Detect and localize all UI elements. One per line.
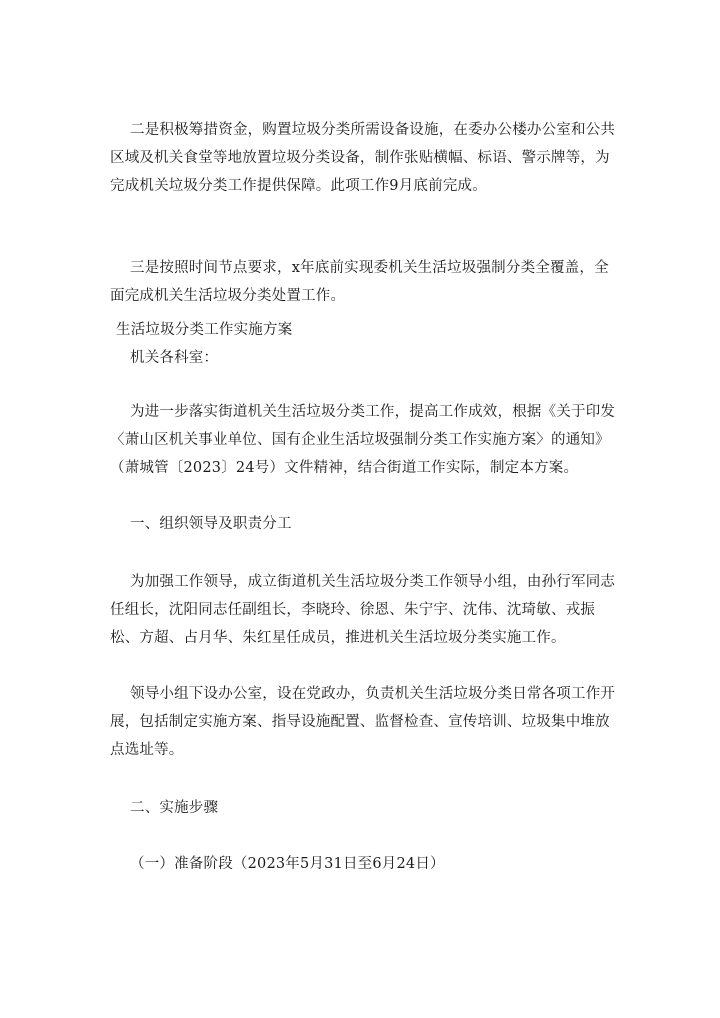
heading-organization [110,510,610,538]
text-line: 点选址等。 [110,742,184,758]
text-line: 完成机关垃圾分类工作提供保障。此项工作9月底前完成。 [110,178,487,194]
text-line: 一、组织领导及职责分工 [130,516,292,532]
paragraph-office [110,680,616,764]
text-line: 任组长，沈阳同志任副组长，李晓玲、徐恩、朱宁宇、沈伟、沈琦敏、戎振 [110,602,596,618]
text-line: （一）准备阶段（2023年5月31日至6月24日） [130,856,445,872]
text-line: 三是按照时间节点要求，x年底前实现委机关生活垃圾强制分类全覆盖，全 [130,260,609,276]
section-title [110,316,610,344]
paragraph-leadership [110,568,616,652]
heading-preparation [110,850,610,878]
text-line: 为加强工作领导，成立街道机关生活垃圾分类工作领导小组，由孙行军同志 [130,574,616,590]
text-line: （萧城管〔2023〕24号）文件精神，结合街道工作实际，制定本方案。 [110,460,579,476]
text-line: 领导小组下设办公室，设在党政办，负责机关生活垃圾分类日常各项工作开 [130,686,616,702]
text-line: 生活垃圾分类工作实施方案 [116,322,293,338]
text-line: 二、实施步骤 [130,800,219,816]
text-line: 松、方超、占月华、朱红星任成员，推进机关生活垃圾分类实施工作。 [110,630,566,646]
text-line: 区域及机关食堂等地放置垃圾分类设备，制作张贴横幅、标语、警示牌等，为 [110,150,610,166]
paragraph-intro [110,398,616,482]
text-line: 面完成机关生活垃圾分类处置工作。 [110,288,346,304]
text-line: 为进一步落实街道机关生活垃圾分类工作，提高工作成效，根据《关于印发 [130,404,616,420]
text-line: 机关各科室： [130,350,219,366]
text-line: 展，包括制定实施方案、指导设施配置、监督检查、宣传培训、垃圾集中堆放 [110,714,610,730]
salutation [110,344,610,372]
heading-steps [110,794,610,822]
paragraph-timeline [110,254,610,310]
text-line: 〈萧山区机关事业单位、国有企业生活垃圾强制分类工作实施方案〉的通知》 [110,432,610,448]
text-line: 二是积极筹措资金，购置垃圾分类所需设备设施，在委办公楼办公室和公共 [130,122,616,138]
paragraph-funding [110,116,616,200]
